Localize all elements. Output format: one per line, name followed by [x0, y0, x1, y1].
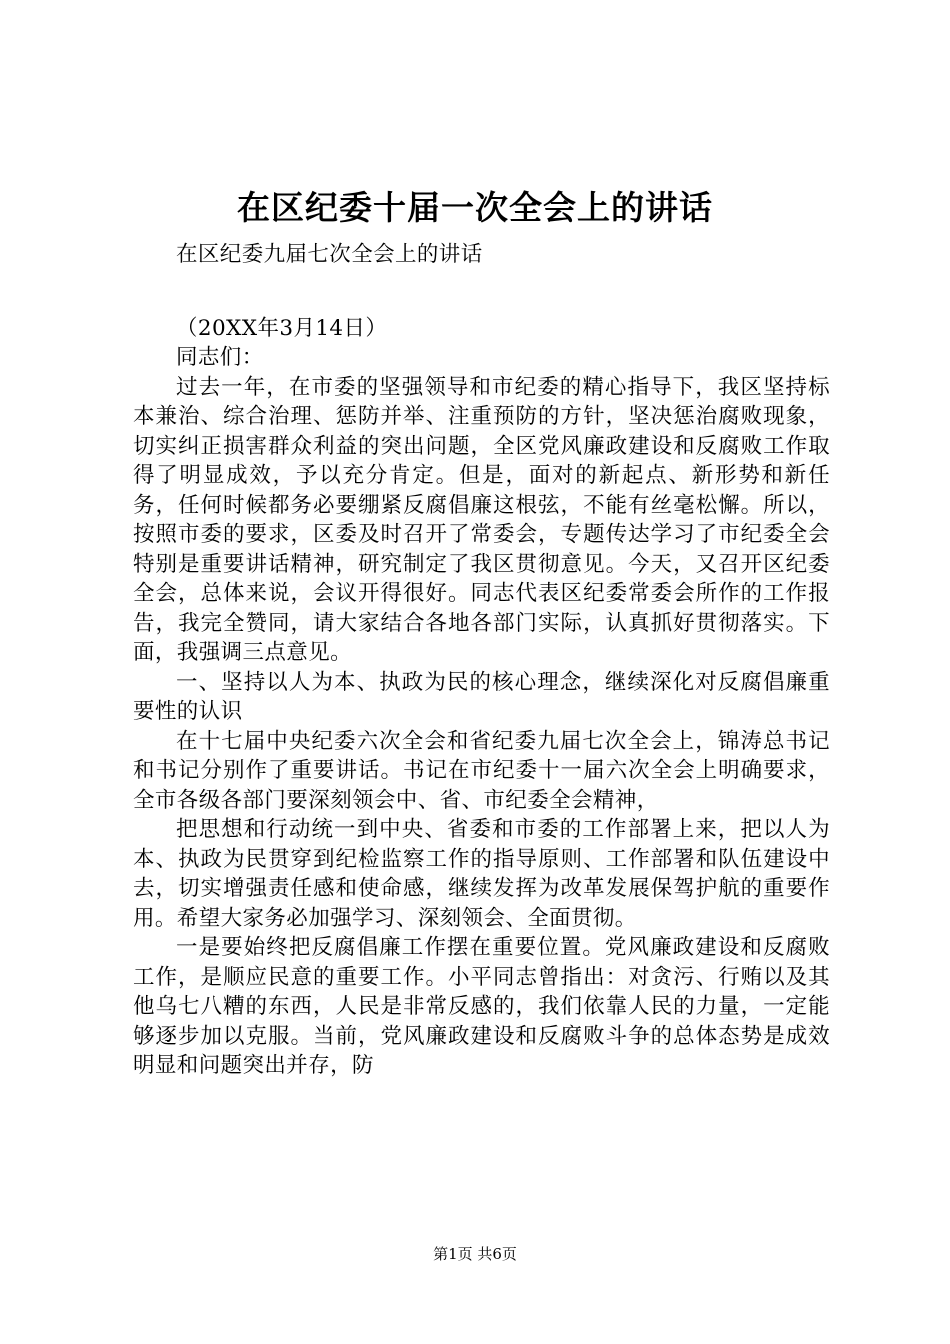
paragraph: 一是要始终把反腐倡廉工作摆在重要位置。党风廉政建设和反腐败工作，是顺应民意的重要工作。小平同志曾指出：对贪污、行贿以及其他乌七八糟的东西，人民是非常反感的，我们依靠人民的力量，一定能够逐步加以克服。当前，党风廉政建设和反腐败斗争的总体态势是成效明显和问题突出并存，防: [133, 935, 830, 1078]
paragraph: 把思想和行动统一到中央、省委和市委的工作部署上来，把以人为本、执政为民贯穿到纪检监察工作的指导原则、工作部署和队伍建设中去，切实增强责任感和使命感，继续发挥为改革发展保驾护航的重要作用。希望大家务必加强学习、深刻领会、全面贯彻。: [133, 817, 830, 931]
paragraph-intro: 过去一年，在市委的坚强领导和市纪委的精心指导下，我区坚持标本兼治、综合治理、惩防并举、注重预防的方针，坚决惩治腐败现象，切实纠正损害群众利益的突出问题，全区党风廉政建设和反腐败工作取得了明显成效，予以充分肯定。但是，面对的新起点、新形势和新任务，任何时候都务必要绷紧反腐倡廉这根弦，不能有丝毫松懈。所以，按照市委的要求，区委及时召开了常委会，专题传达学习了市纪委全会特别是重要讲话精神，研究制定了我区贯彻意见。今天，又召开区纪委全会，总体来说，会议开得很好。同志代表区纪委常委会所作的工作报告，我完全赞同，请大家结合各地各部门实际，认真抓好贯彻落实。下面，我强调三点意见。: [133, 374, 830, 665]
document-body: [133, 240, 830, 1081]
salutation: 同志们：: [176, 345, 264, 370]
document-subtitle: 在区纪委九届七次全会上的讲话: [176, 242, 483, 267]
page-footer: 第1页 共6页: [433, 1245, 517, 1263]
document-date: （20XX年3月14日）: [176, 315, 388, 341]
document-title: 在区纪委十届一次全会上的讲话: [237, 188, 713, 227]
section-heading-1: 一、坚持以人为本、执政为民的核心理念，继续深化对反腐倡廉重要性的认识: [133, 669, 830, 724]
paragraph: 在十七届中央纪委六次全会和省纪委九届七次全会上，锦涛总书记和书记分别作了重要讲话。书记在市纪委十一届六次全会上明确要求，全市各级各部门要深刻领会中、省、市纪委全会精神，: [133, 728, 830, 813]
